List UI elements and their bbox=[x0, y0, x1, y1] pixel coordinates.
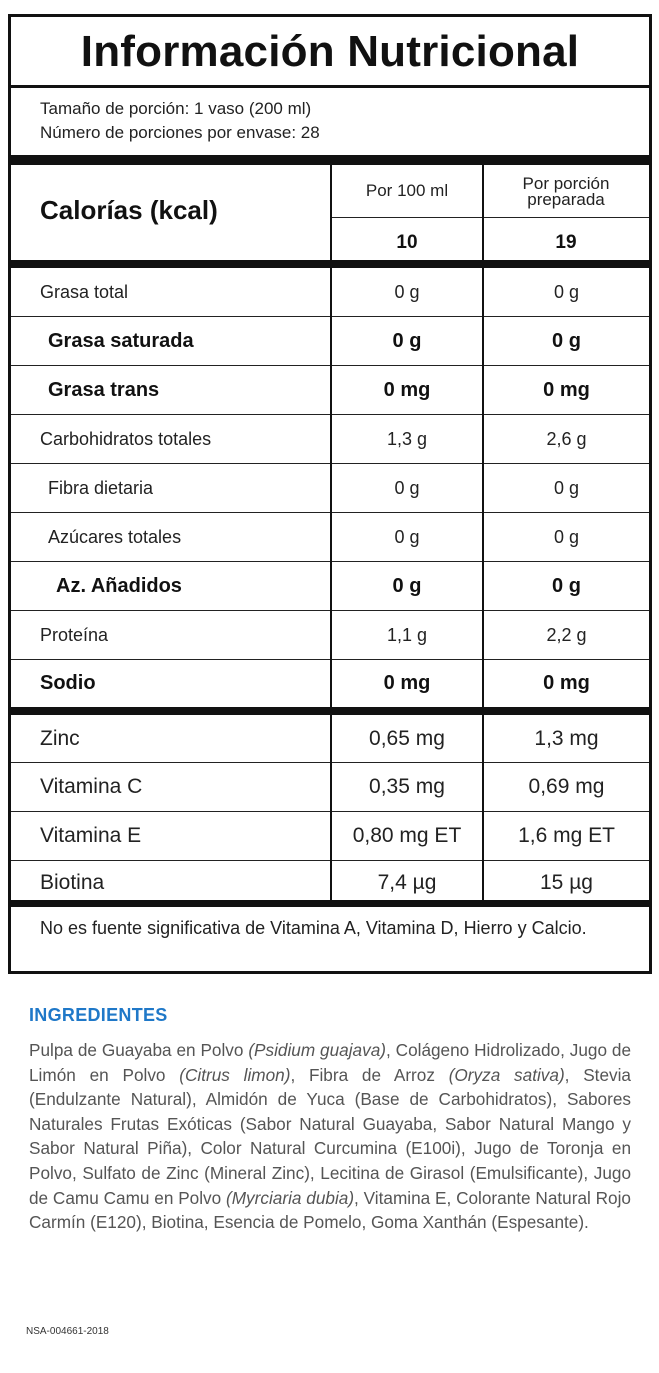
value-per-serving: 0 g bbox=[552, 329, 581, 352]
nutrient-label: Grasa total bbox=[40, 281, 129, 302]
value-per-serving: 0 mg bbox=[543, 672, 590, 694]
value-per-serving: 0 g bbox=[553, 281, 580, 302]
thick-divider bbox=[11, 155, 649, 165]
value-per-100ml: 0,80 mg ET bbox=[352, 824, 462, 847]
calories-per-serving: 19 bbox=[555, 232, 577, 253]
value-per-100ml: 0,65 mg bbox=[369, 726, 445, 750]
value-per-100ml: 0 g bbox=[394, 281, 420, 302]
value-per-100ml: 0 g bbox=[394, 477, 420, 498]
nutrient-label: Proteína bbox=[40, 624, 109, 645]
value-per-serving: 0 g bbox=[553, 526, 580, 547]
value-per-serving: 15 µg bbox=[540, 871, 593, 894]
nutrient-label: Grasa trans bbox=[48, 378, 160, 401]
value-per-serving: 2,6 g bbox=[546, 428, 587, 449]
servings-per-container: Número de porciones por envase: 28 bbox=[40, 123, 320, 142]
value-per-100ml: 0 g bbox=[394, 526, 420, 547]
divider bbox=[330, 217, 649, 218]
nutrient-label: Zinc bbox=[40, 726, 80, 750]
nutrient-label: Fibra dietaria bbox=[48, 477, 154, 498]
column-header-per-100ml: Por 100 ml bbox=[365, 181, 449, 200]
serving-info bbox=[40, 97, 320, 145]
value-per-100ml: 0 mg bbox=[383, 378, 431, 401]
nutrient-label: Sodio bbox=[40, 672, 96, 694]
value-per-serving: 0 mg bbox=[543, 378, 590, 401]
column-divider bbox=[330, 165, 332, 900]
value-per-serving: 2,2 g bbox=[546, 624, 587, 645]
column-header-per-serving: Por porción preparada bbox=[522, 174, 610, 209]
nutrient-label: Grasa saturada bbox=[48, 329, 194, 352]
calories-label: Calorías (kcal) bbox=[40, 195, 218, 225]
nutrient-label: Carbohidratos totales bbox=[40, 428, 212, 449]
nutrient-label: Vitamina E bbox=[40, 824, 142, 847]
nutrient-label: Biotina bbox=[40, 871, 105, 894]
nutrition-facts-panel bbox=[8, 14, 652, 974]
value-per-serving: 1,3 mg bbox=[534, 726, 599, 750]
nutrient-label: Azúcares totales bbox=[48, 526, 182, 547]
nutrient-label: Vitamina C bbox=[40, 775, 143, 798]
value-per-serving: 1,6 mg ET bbox=[518, 824, 615, 847]
divider bbox=[11, 85, 649, 88]
value-per-100ml: 1,1 g bbox=[386, 624, 428, 645]
value-per-100ml: 1,3 g bbox=[386, 428, 428, 449]
ingredients-text: Pulpa de Guayaba en Polvo (Psidium guajava), Colágeno Hidrolizado, Jugo de Limón en Polvo (Citrus limon), Fibra de Arroz (Oryza sativa), Stevia (Endulzante Natural), Almidón de Yuca (Base de Carbohidratos), Sabores Naturales Frutas Exóticas (Sabor Natural Guayaba, Sabor Natural Mango y Sabor Natural Piña), Color Natural Curcumina (E100i), Jugo de Toronja en Polvo, Sulfato de Zinc (Mineral Zinc), Lecitina de Girasol (Emulsificante), Jugo de Camu Camu en Polvo (Myrciaria dubia), Vitamina E, Colorante Natural Rojo Carmín (E120), Biotina, Esencia de Pomelo, Goma Xanthán (Espesante). bbox=[29, 1040, 632, 1233]
value-per-serving: 0 g bbox=[552, 574, 581, 597]
footnote: No es fuente significativa de Vitamina A, Vitamina D, Hierro y Calcio. bbox=[40, 918, 587, 938]
serving-size: Tamaño de porción: 1 vaso (200 ml) bbox=[40, 99, 312, 118]
calories-per-100ml: 10 bbox=[396, 232, 418, 253]
value-per-100ml: 0 mg bbox=[383, 672, 431, 694]
registration-code: NSA-004661-2018 bbox=[26, 1326, 109, 1337]
nutrient-label: Az. Añadidos bbox=[56, 574, 182, 597]
ingredients-heading: INGREDIENTES bbox=[29, 1005, 168, 1025]
value-per-100ml: 7,4 µg bbox=[377, 871, 437, 894]
value-per-100ml: 0,35 mg bbox=[369, 775, 445, 798]
value-per-100ml: 0 g bbox=[392, 574, 422, 597]
column-divider bbox=[482, 165, 484, 900]
thick-divider bbox=[11, 900, 649, 907]
value-per-serving: 0,69 mg bbox=[528, 775, 605, 798]
value-per-100ml: 0 g bbox=[392, 329, 422, 352]
value-per-serving: 0 g bbox=[553, 477, 580, 498]
panel-title: Información Nutricional bbox=[80, 27, 580, 76]
